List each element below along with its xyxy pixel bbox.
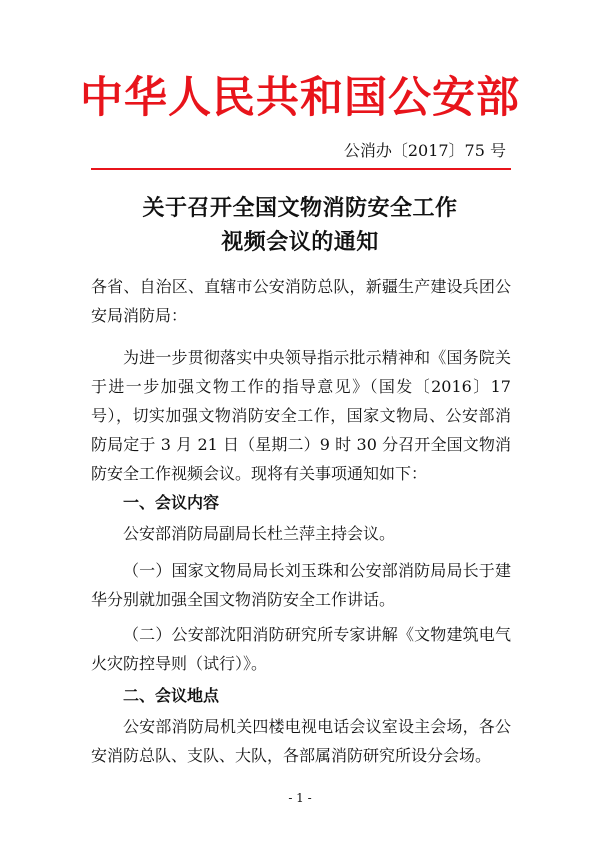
- salutation: 各省、自治区、直辖市公安消防总队，新疆生产建设兵团公安局消防局：: [91, 277, 511, 325]
- red-divider-line: [91, 168, 511, 170]
- paragraph-item-1: （一）国家文物局局长刘玉珠和公安部消防局局长于建华分别就加强全国文物消防安全工作讲话。: [91, 561, 511, 609]
- page-number: - 1 -: [288, 791, 312, 805]
- section-heading-meeting-content: 一、会议内容: [123, 493, 220, 512]
- paragraph-host: 公安部消防局副局长杜兰萍主持会议。: [123, 524, 396, 543]
- paragraph-item-2: （二）公安部沈阳消防研究所专家讲解《文物建筑电气火灾防控导则（试行）》。: [91, 625, 511, 673]
- notice-title-line-1: 关于召开全国文物消防安全工作: [142, 195, 458, 221]
- intro-paragraph: 为进一步贯彻落实中央领导指示批示精神和《国务院关于进一步加强文物工作的指导意见》（国发〔2016〕17 号），切实加强文物消防安全工作，国家文物局、公安部消防局定于 3 月 21 日（星期二）9 时 30 分召开全国文物消防安全工作视频会议。现将有关事项通知如下：: [91, 348, 511, 483]
- paragraph-location: 公安部消防局机关四楼电视电话会议室设主会场，各公安消防总队、支队、大队，各部属消防研究所设分会场。: [91, 717, 511, 765]
- issuing-authority-masthead: 中华人民共和国公安部: [80, 73, 520, 123]
- document-number: 公消办〔2017〕75 号: [343, 141, 506, 160]
- notice-title-line-2: 视频会议的通知: [221, 229, 379, 255]
- section-heading-meeting-location: 二、会议地点: [123, 686, 220, 705]
